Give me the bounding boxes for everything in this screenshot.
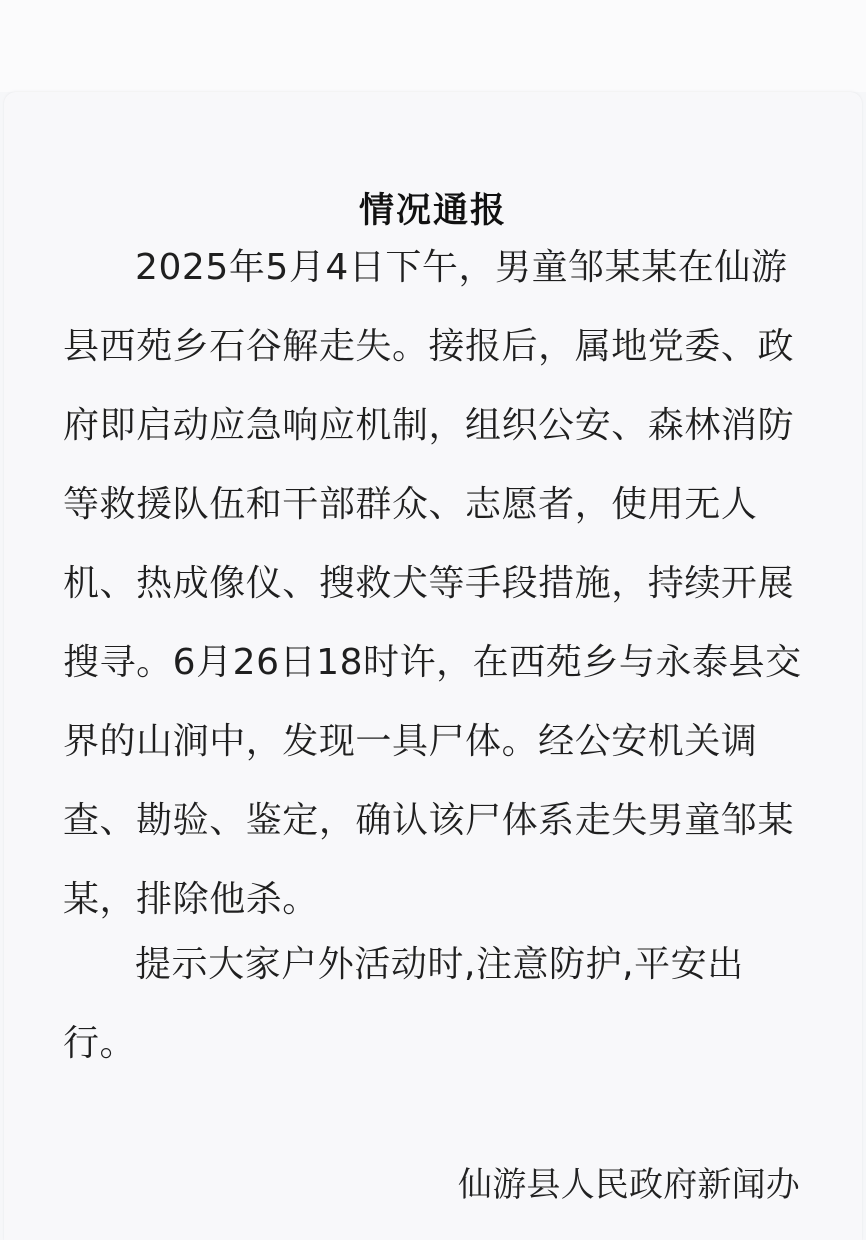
notice-paragraph-2: 提示大家户外活动时,注意防护,平安出行。 — [63, 944, 744, 1064]
issuer-signature: 仙游县人民政府新闻办 — [458, 1165, 800, 1205]
top-blank-band — [0, 0, 866, 92]
notice-paragraph-1: 2025年5月4日下午，男童邹某某在仙游县西苑乡石谷解走失。接报后，属地党委、政府即启动应急响应机制，组织公安、森林消防等救援队伍和干部群众、志愿者，使用无人机、热成像仪、搜救犬等手段措施，持续开展搜寻。6月26日18时许，在西苑乡与永泰县交界的山涧中，发现一具尸体。经公安机关调查、勘验、鉴定，确认该尸体系走失男童邹某某，排除他杀。 — [63, 247, 802, 920]
notice-title: 情况通报 — [358, 191, 507, 232]
